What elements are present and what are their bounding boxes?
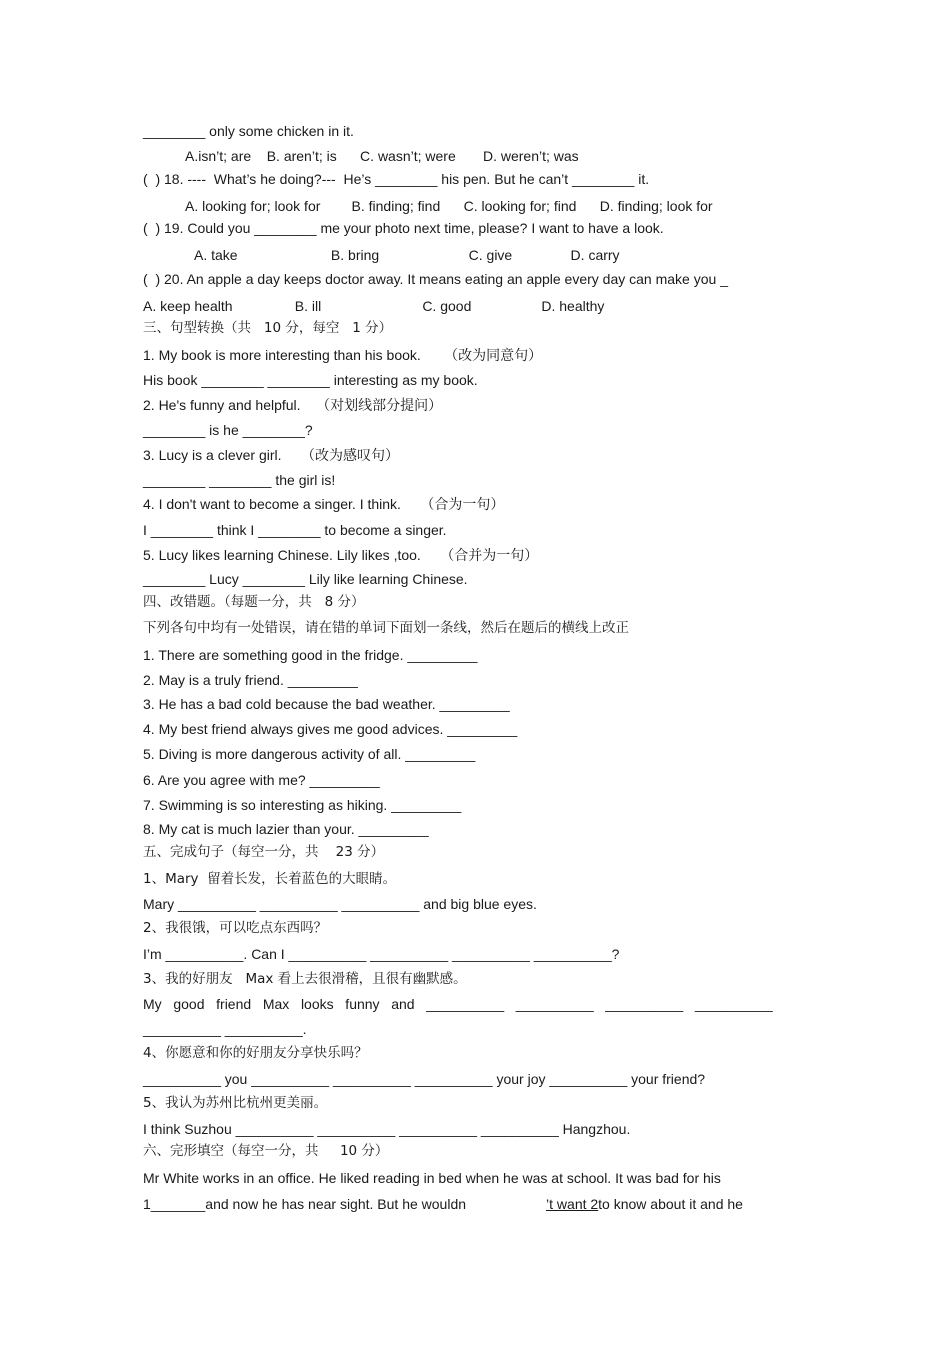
section-4-heading: 四、改错题。（每题一分，共 8 分） [143, 594, 365, 610]
s3-item-4: 4. I don't want to become a singer. I think. （合为一句） [143, 496, 505, 512]
s4-item-2: 2. May is a truly friend. _________ [143, 672, 358, 688]
s3-item-2-answer: ________ is he ________? [143, 422, 313, 438]
s3-item-3-answer: ________ ________ the girl is! [143, 472, 336, 488]
cloze-text-c: to know about it and he [598, 1196, 743, 1212]
section-6-heading: 六、完形填空（每空一分，共 10 分） [143, 1143, 389, 1159]
cloze-passage-line-2 [143, 1195, 743, 1213]
q20-options: A. keep health B. ill C. good D. healthy [143, 298, 605, 314]
s5-item-4-prompt: 4、你愿意和你的好朋友分享快乐吗？ [143, 1045, 368, 1061]
cloze-passage-line-1: Mr White works in an office. He liked reading in bed when he was at school. It was bad for his [143, 1170, 721, 1186]
s5-item-3-answer: My good friend Max looks funny and __________ __________ __________ __________ [143, 996, 773, 1012]
s5-item-4-answer: __________ you __________ __________ __________ your joy __________ your friend? [143, 1071, 706, 1087]
cloze-text-a: 1_______and now he has near sight. But he wouldn [143, 1196, 467, 1212]
section-4-instruction: 下列各句中均有一处错误，请在错的单词下面划一条线，然后在题后的横线上改正 [143, 620, 629, 636]
s5-item-2-prompt: 2、我很饿，可以吃点东西吗？ [143, 920, 328, 936]
cloze-blank-2: ’t want 2 [546, 1196, 599, 1212]
q17-continuation: ________ only some chicken in it. [143, 123, 354, 139]
s3-item-2: 2. He's funny and helpful. （对划线部分提问） [143, 397, 443, 413]
s3-item-1: 1. My book is more interesting than his book. （改为同意句） [143, 347, 543, 363]
q19-options: A. take B. bring C. give D. carry [194, 247, 620, 263]
s4-item-7: 7. Swimming is so interesting as hiking. _________ [143, 797, 462, 813]
s4-item-8: 8. My cat is much lazier than your. _________ [143, 821, 429, 837]
s5-item-5-answer: I think Suzhou __________ __________ __________ __________ Hangzhou. [143, 1121, 631, 1137]
s3-item-4-answer: I ________ think I ________ to become a singer. [143, 522, 447, 538]
q20-stem: ( ) 20. An apple a day keeps doctor away. It means eating an apple every day can make you _ [143, 271, 728, 287]
q17-options: A.isn’t; are B. aren’t; is C. wasn’t; were D. weren’t; was [185, 148, 579, 164]
q18-stem: ( ) 18. ---- What’s he doing?--- He’s ________ his pen. But he can’t ________ it. [143, 171, 650, 187]
s4-item-6: 6. Are you agree with me? _________ [143, 772, 380, 788]
s4-item-4: 4. My best friend always gives me good advices. _________ [143, 721, 518, 737]
s3-item-5: 5. Lucy likes learning Chinese. Lily likes ,too. （合并为一句） [143, 547, 539, 563]
s5-item-5-prompt: 5、我认为苏州比杭州更美丽。 [143, 1095, 328, 1111]
s5-item-1-prompt: 1、Mary 留着长发，长着蓝色的大眼睛。 [143, 871, 397, 887]
section-3-heading: 三、句型转换（共 10 分，每空 1 分） [143, 320, 393, 336]
s5-item-3-answer-cont: __________ __________. [143, 1021, 307, 1037]
s3-item-3: 3. Lucy is a clever girl. （改为感叹句） [143, 447, 399, 463]
s4-item-1: 1. There are something good in the fridge. _________ [143, 647, 478, 663]
section-5-heading: 五、完成句子（每空一分，共 23 分） [143, 844, 385, 860]
q18-options: A. looking for; look for B. finding; find C. looking for; find D. finding; look for [185, 198, 713, 214]
s3-item-1-answer: His book ________ ________ interesting as my book. [143, 372, 478, 388]
s5-item-2-answer: I’m __________. Can I __________ __________ __________ __________? [143, 946, 620, 962]
s5-item-3-prompt: 3、我的好朋友 Max 看上去很滑稽，且很有幽默感。 [143, 971, 467, 987]
s4-item-5: 5. Diving is more dangerous activity of all. _________ [143, 746, 476, 762]
s5-item-1-answer: Mary __________ __________ __________ and big blue eyes. [143, 896, 537, 912]
s4-item-3: 3. He has a bad cold because the bad weather. _________ [143, 696, 510, 712]
s3-item-5-answer: ________ Lucy ________ Lily like learning Chinese. [143, 571, 468, 587]
q19-stem: ( ) 19. Could you ________ me your photo next time, please? I want to have a look. [143, 220, 664, 236]
